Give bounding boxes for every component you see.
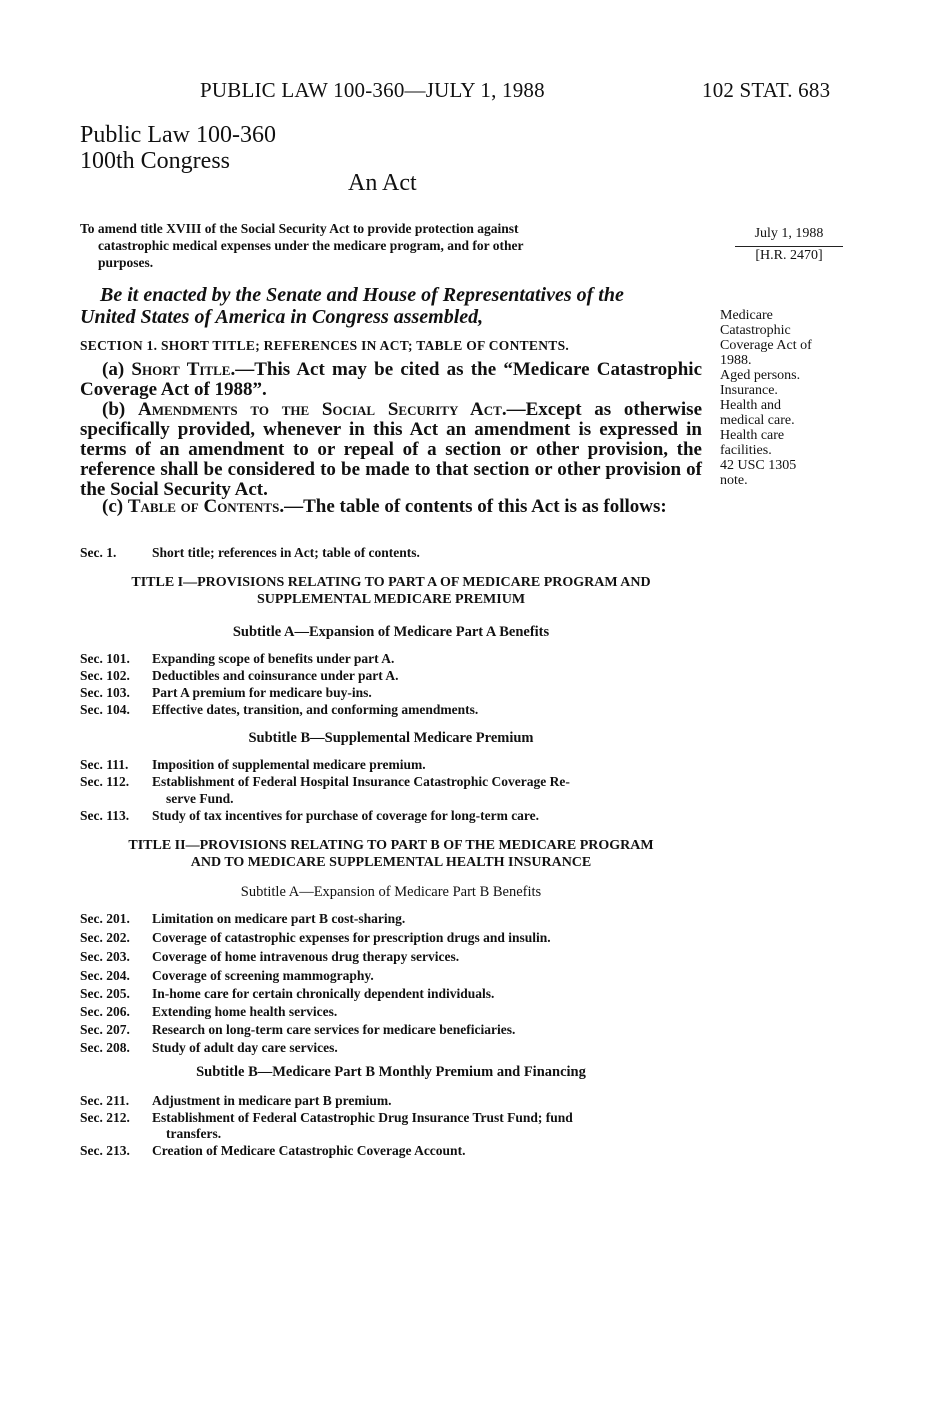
toc-entry xyxy=(80,1109,702,1126)
toc-title-i xyxy=(80,574,702,608)
subsection-b xyxy=(80,400,702,500)
toc-entry xyxy=(80,701,702,718)
enacting-line: United States of America in Congress assembled, xyxy=(80,306,484,328)
toc-subtitle: Subtitle B—Medicare Part B Monthly Premium and Financing xyxy=(196,1064,586,1080)
congress-label: 100th Congress xyxy=(80,148,230,174)
toc-section-number: Sec. 211. xyxy=(80,1093,130,1108)
toc-entry xyxy=(80,684,702,701)
toc-entry xyxy=(80,1039,702,1056)
toc-section-text: Research on long-term care services for medicare beneficiaries. xyxy=(152,1022,516,1037)
toc-section-text: Limitation on medicare part B cost-sharing. xyxy=(152,911,406,926)
margin-note: Coverage Act of xyxy=(720,338,812,353)
toc-section-number: Sec. 205. xyxy=(80,986,130,1001)
toc-entry xyxy=(80,1003,702,1020)
toc-section-number: Sec. 207. xyxy=(80,1022,130,1037)
margin-date: July 1, 1988 xyxy=(754,226,824,241)
toc-title-ii xyxy=(80,837,702,871)
running-title: PUBLIC LAW 100-360—JULY 1, 1988 xyxy=(200,78,545,102)
toc-title-line: TITLE I—PROVISIONS RELATING TO PART A OF MEDICARE PROGRAM AND xyxy=(131,575,651,590)
toc-section-text: Expanding scope of benefits under part A. xyxy=(152,651,395,666)
toc-section-text: Part A premium for medicare buy-ins. xyxy=(152,685,372,700)
toc-section-text: Creation of Medicare Catastrophic Coverage Account. xyxy=(152,1143,466,1158)
purpose-line: catastrophic medical expenses under the medicare program, and for other xyxy=(98,238,524,253)
subsection-label: (b) xyxy=(102,399,138,420)
toc-entry-continuation xyxy=(80,790,702,807)
margin-note: Catastrophic xyxy=(720,323,791,338)
toc-entry xyxy=(80,929,702,946)
subsection-caption: Table of Contents xyxy=(127,496,280,517)
toc-section-number: Sec. 212. xyxy=(80,1110,130,1125)
subsection-caption: Amendments to the Social Security Act xyxy=(137,399,502,420)
toc-entry xyxy=(80,773,702,790)
margin-note: Medicare xyxy=(720,308,773,323)
enacting-clause xyxy=(80,284,702,328)
toc-section-number: Sec. 208. xyxy=(80,1040,130,1055)
toc-title-line: TITLE II—PROVISIONS RELATING TO PART B OF THE MEDICARE PROGRAM xyxy=(128,838,654,853)
an-act-heading: An Act xyxy=(348,170,417,196)
margin-note: note. xyxy=(720,473,748,488)
subsection-label: (a) xyxy=(102,359,132,380)
toc-section-number: Sec. 201. xyxy=(80,911,130,926)
toc-section-number: Sec. 112. xyxy=(80,774,130,789)
toc-entry-continuation xyxy=(80,1125,702,1142)
toc-subtitle: Subtitle A—Expansion of Medicare Part A Benefits xyxy=(232,624,550,640)
toc-entry xyxy=(80,1021,702,1038)
subsection-text: .—Except as otherwise specifically provided, whenever in this Act an amendment is expressed in terms of an amendment to or repeal of a section or other provision, the reference shall be considered to be made to that section or other provision of the Social Security Act. xyxy=(80,399,703,500)
toc-subtitle: Subtitle B—Supplemental Medicare Premium xyxy=(248,730,534,746)
toc-section-number: Sec. 101. xyxy=(80,651,130,666)
toc-entry xyxy=(80,948,702,965)
toc-entry xyxy=(80,1142,702,1159)
toc-section-number: Sec. 103. xyxy=(80,685,130,700)
toc-section-text: Coverage of catastrophic expenses for prescription drugs and insulin. xyxy=(152,930,551,945)
toc-section-text: Adjustment in medicare part B premium. xyxy=(152,1093,392,1108)
subsection-a xyxy=(80,360,702,400)
margin-note: Health care xyxy=(720,428,785,443)
toc-section-number: Sec. 213. xyxy=(80,1143,130,1158)
public-law-number: Public Law 100-360 xyxy=(80,122,276,148)
toc-section-number: Sec. 204. xyxy=(80,968,130,983)
margin-divider xyxy=(735,246,843,247)
subsection-caption: Short Title xyxy=(131,359,231,380)
toc-section-text: Coverage of screening mammography. xyxy=(152,968,374,983)
toc-section-text: Extending home health services. xyxy=(152,1004,338,1019)
toc-entry xyxy=(80,1092,702,1109)
toc-entry xyxy=(80,650,702,667)
margin-note: medical care. xyxy=(720,413,795,428)
subsection-c xyxy=(80,497,702,517)
toc-section-number: Sec. 202. xyxy=(80,930,130,945)
toc-section-text: Study of adult day care services. xyxy=(152,1040,338,1055)
toc-subtitle: Subtitle A—Expansion of Medicare Part B Benefits xyxy=(240,884,542,900)
margin-bill-number: [H.R. 2470] xyxy=(755,248,823,263)
margin-note: Aged persons. xyxy=(720,368,801,383)
toc-section-text: Effective dates, transition, and conforming amendments. xyxy=(152,702,479,717)
enacting-line: Be it enacted by the Senate and House of Representatives of the xyxy=(100,284,624,306)
toc-section-text: transfers. xyxy=(166,1126,222,1141)
toc-section-number: Sec. 206. xyxy=(80,1004,130,1019)
toc-section-text: Coverage of home intravenous drug therapy services. xyxy=(152,949,460,964)
margin-note: 42 USC 1305 xyxy=(720,458,797,473)
toc-entry xyxy=(80,967,702,984)
margin-note: facilities. xyxy=(720,443,772,458)
toc-section-text: serve Fund. xyxy=(166,791,234,806)
subsection-text: .—The table of contents of this Act is as follows: xyxy=(279,496,667,517)
toc-section-number: Sec. 113. xyxy=(80,808,130,823)
toc-entry xyxy=(80,756,702,773)
toc-entry xyxy=(80,985,702,1002)
toc-entry xyxy=(80,807,702,824)
toc-entry xyxy=(80,667,702,684)
toc-section-number: Sec. 203. xyxy=(80,949,130,964)
toc-entry xyxy=(80,544,702,561)
subsection-label: (c) xyxy=(102,496,128,517)
toc-section-text: Study of tax incentives for purchase of coverage for long-term care. xyxy=(152,808,540,823)
toc-section-number: Sec. 104. xyxy=(80,702,130,717)
toc-section-number: Sec. 111. xyxy=(80,757,129,772)
toc-section-text: Deductibles and coinsurance under part A. xyxy=(152,668,399,683)
section-heading: SECTION 1. SHORT TITLE; REFERENCES IN ACT; TABLE OF CONTENTS. xyxy=(80,338,570,353)
toc-entry xyxy=(80,910,702,927)
toc-section-number: Sec. 1. xyxy=(80,545,117,560)
margin-note: Health and xyxy=(720,398,782,413)
toc-section-text: Establishment of Federal Catastrophic Drug Insurance Trust Fund; fund xyxy=(152,1110,573,1125)
margin-notes xyxy=(720,308,845,488)
purpose-line: To amend title XVIII of the Social Security Act to provide protection against xyxy=(80,221,519,236)
toc-section-number: Sec. 102. xyxy=(80,668,130,683)
toc-section-text: Imposition of supplemental medicare premium. xyxy=(152,757,426,772)
purpose-clause xyxy=(80,220,702,271)
subsection-text: .—This Act may be cited as the “Medicare Catastrophic Coverage Act of 1988”. xyxy=(80,359,702,400)
toc-title-line: AND TO MEDICARE SUPPLEMENTAL HEALTH INSURANCE xyxy=(190,855,592,870)
purpose-line: purposes. xyxy=(98,255,154,270)
margin-note: 1988. xyxy=(720,353,752,368)
toc-title-line: SUPPLEMENTAL MEDICARE PREMIUM xyxy=(256,592,526,607)
toc-section-text: Short title; references in Act; table of contents. xyxy=(152,545,420,560)
toc-section-text: In-home care for certain chronically dependent individuals. xyxy=(152,986,495,1001)
margin-note: Insurance. xyxy=(720,383,778,398)
stat-page-number: 102 STAT. 683 xyxy=(702,78,831,102)
toc-section-text: Establishment of Federal Hospital Insurance Catastrophic Coverage Re- xyxy=(152,774,570,789)
